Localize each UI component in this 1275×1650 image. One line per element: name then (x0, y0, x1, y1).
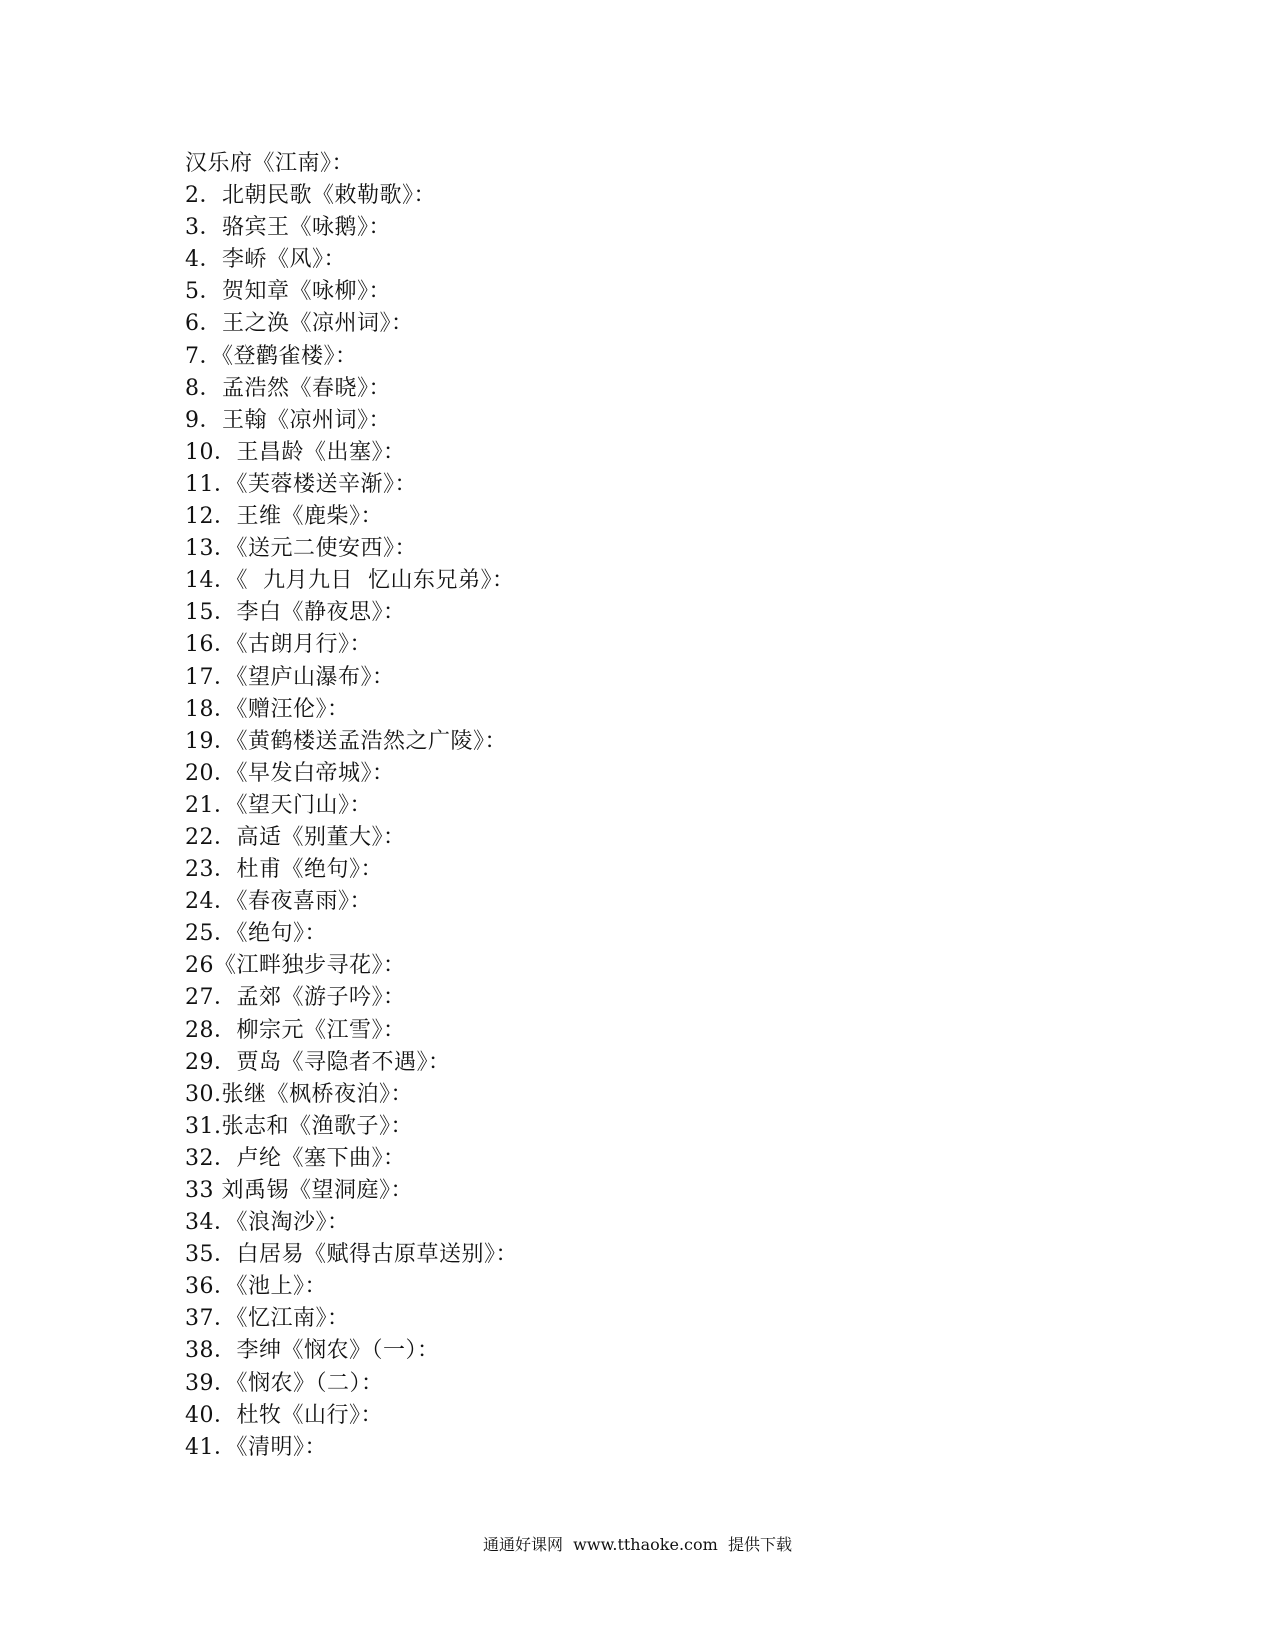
poem-list-item: 34．《浪淘沙》： (185, 1210, 350, 1236)
poem-list-item: 10．王昌龄《出塞》： (185, 439, 406, 465)
poem-list-item: 19．《黄鹤楼送孟浩然之广陵》： (185, 728, 507, 754)
poem-list-item: 11．《芙蓉楼送辛渐》： (185, 471, 417, 497)
poem-list-item: 22．高适《别董大》： (185, 824, 406, 850)
poem-list-item: 3．骆宾王《咏鹅》： (185, 215, 391, 241)
poem-list-item: 37．《忆江南》： (185, 1306, 350, 1332)
poem-list-item: 30.张继《枫桥夜泊》： (185, 1081, 413, 1107)
poem-list-item: 25．《绝句》： (185, 921, 327, 947)
poem-list-item: 26《江畔独步寻花》： (185, 953, 406, 979)
poem-list (185, 148, 518, 1464)
poem-list-item: 16．《古朗月行》： (185, 632, 372, 658)
poem-list-item: 32．卢纶《塞下曲》： (185, 1145, 406, 1171)
poem-list-item: 4．李峤《风》： (185, 247, 346, 273)
poem-list-item: 汉乐府《江南》： (185, 151, 355, 176)
poem-list-item: 28．柳宗元《江雪》： (185, 1017, 406, 1043)
poem-list-item: 38．李绅《悯农》（一）： (185, 1338, 440, 1364)
poem-list-item: 2．北朝民歌《敕勒歌》： (185, 183, 436, 209)
poem-list-item: 33 刘禹锡《望洞庭》： (185, 1178, 413, 1203)
poem-list-item: 17．《望庐山瀑布》： (185, 664, 395, 690)
poem-list-item: 14．《 九月九日 忆山东兄弟》： (185, 568, 515, 594)
poem-list-item: 20．《早发白帝城》： (185, 760, 395, 786)
footer-text: 通通好课网 www.tthaoke.com 提供下载 (483, 1535, 792, 1554)
poem-list-item: 27．孟郊《游子吟》： (185, 985, 406, 1011)
poem-list-item: 41．《清明》： (185, 1434, 327, 1460)
poem-list-item: 9．王翰《凉州词》： (185, 407, 391, 433)
poem-list-item: 5．贺知章《咏柳》： (185, 279, 391, 305)
poem-list-item: 21．《望天门山》： (185, 792, 372, 818)
poem-list-item: 39．《悯农》（二）： (185, 1370, 384, 1396)
poem-list-item: 29．贾岛《寻隐者不遇》： (185, 1049, 451, 1075)
poem-list-item: 40．杜牧《山行》： (185, 1402, 383, 1428)
poem-list-item: 13．《送元二使安西》： (185, 536, 417, 562)
poem-list-item: 7．《登鹳雀楼》： (185, 343, 358, 369)
poem-list-item: 23．杜甫《绝句》： (185, 857, 383, 883)
poem-list-item: 24．《春夜喜雨》： (185, 889, 372, 915)
poem-list-item: 12．王维《鹿柴》： (185, 504, 383, 530)
poem-list-item: 8．孟浩然《春晓》： (185, 375, 391, 401)
poem-list-item: 18．《赠汪伦》： (185, 696, 350, 722)
poem-list-item: 15．李白《静夜思》： (185, 600, 406, 626)
poem-list-item: 6．王之涣《凉州词》： (185, 311, 414, 337)
poem-list-item: 36．《池上》： (185, 1274, 327, 1300)
poem-list-item: 35．白居易《赋得古原草送别》： (185, 1242, 518, 1268)
poem-list-item: 31.张志和《渔歌子》： (185, 1113, 413, 1139)
